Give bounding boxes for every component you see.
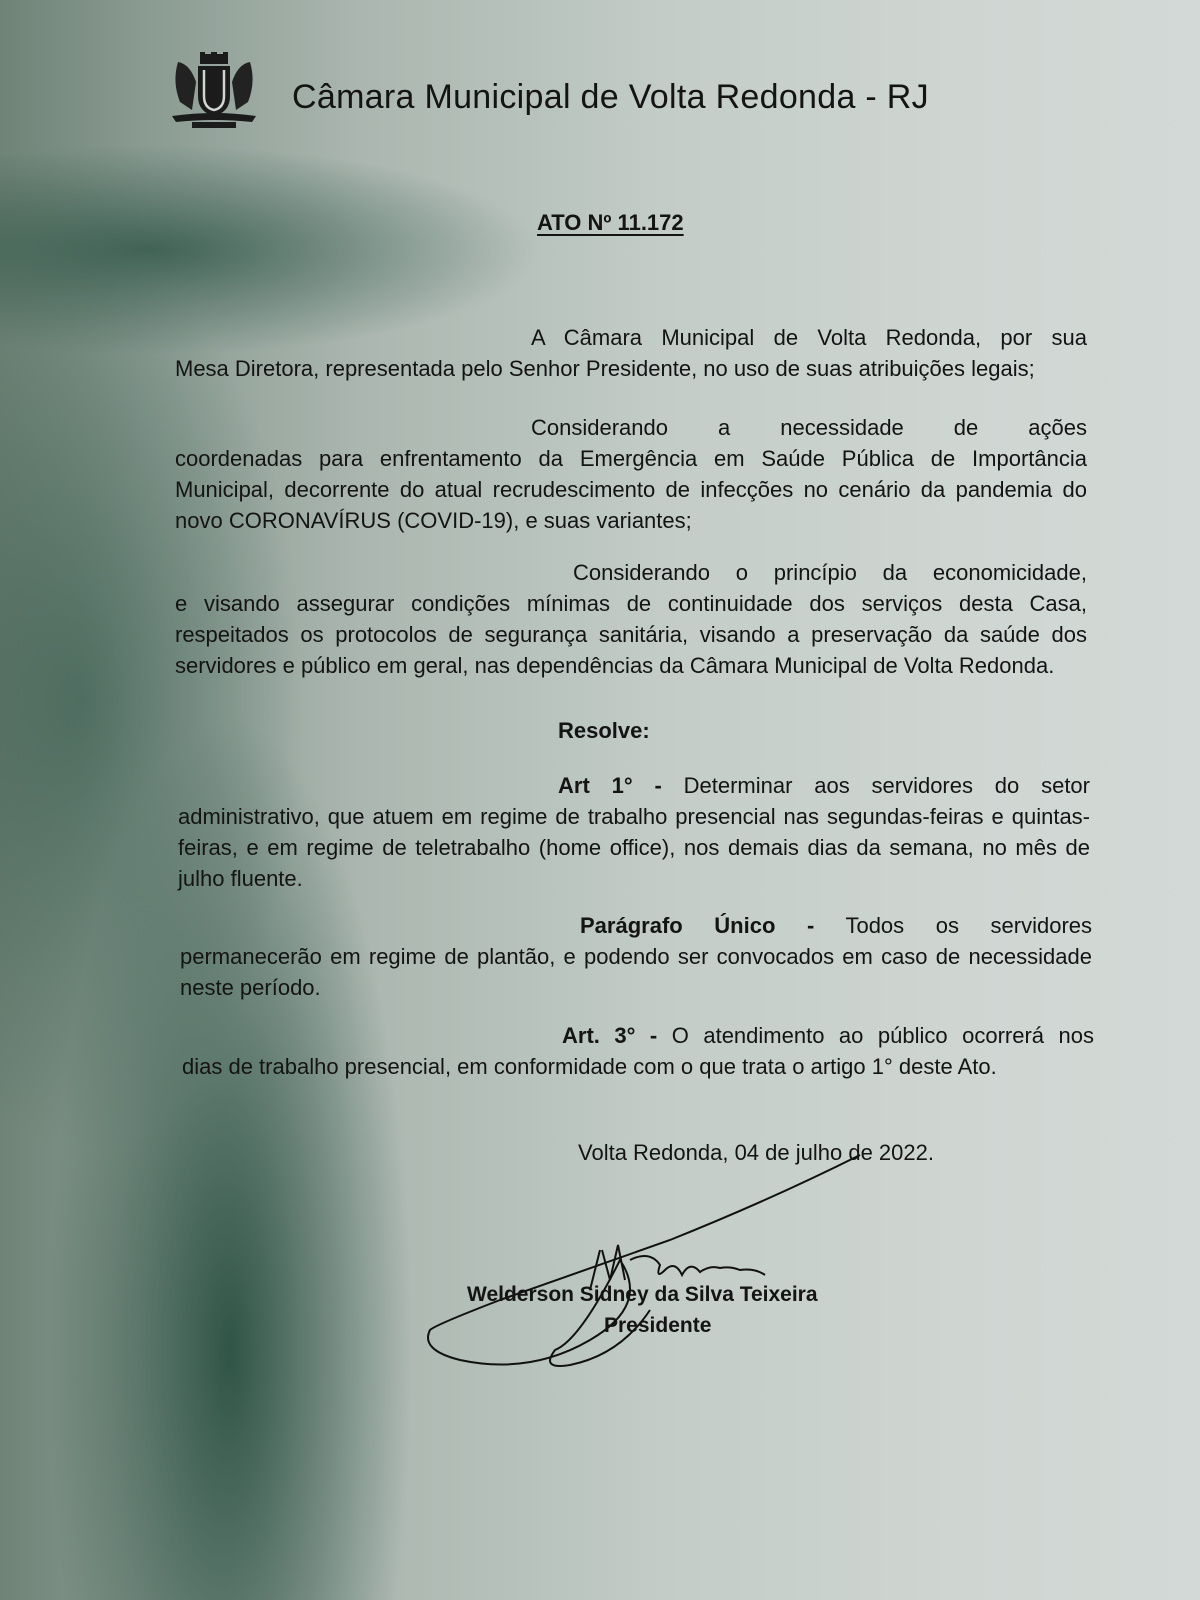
consideration-1-lead: Considerando a necessidade de ações [531, 415, 1087, 440]
article-3 [182, 1020, 1094, 1082]
consideration-2-lead: Considerando o princípio da economicidade, [573, 560, 1087, 585]
preamble-lead: A Câmara Municipal de Volta Redonda, por sua [531, 325, 1087, 350]
single-paragraph [180, 910, 1092, 1003]
signatory-name: Welderson Sidney da Silva Teixeira [467, 1283, 818, 1306]
article-1-lead: Determinar aos servidores do setor [683, 773, 1090, 798]
single-paragraph-body: permanecerão em regime de plantão, e podendo ser convocados em caso de necessidade neste período. [180, 944, 1092, 1000]
preamble-body: Mesa Diretora, representada pelo Senhor Presidente, no uso de suas atribuições legais; [175, 356, 1035, 381]
single-paragraph-label: Parágrafo Único - [580, 913, 815, 938]
article-3-lead: O atendimento ao público ocorrerá nos [671, 1023, 1094, 1048]
article-3-label: Art. 3° - [562, 1023, 658, 1048]
act-title: ATO Nº 11.172 [537, 210, 684, 235]
article-3-body: dias de trabalho presencial, em conformidade com o que trata o artigo 1° deste Ato. [182, 1054, 997, 1079]
preamble-paragraph [175, 322, 1087, 384]
article-1 [178, 770, 1090, 894]
municipal-coat-of-arms-icon [168, 52, 260, 132]
signatory-role: Presidente [604, 1314, 712, 1337]
resolve-heading: Resolve: [558, 718, 650, 743]
consideration-2-body: e visando assegurar condições mínimas de continuidade dos serviços desta Casa, respeitados os protocolos de segurança sanitária, visando a preservação da saúde dos servidores e público em geral, nas dependências da Câmara Municipal de Volta Redonda. [175, 591, 1087, 678]
consideration-2 [175, 557, 1087, 681]
article-1-label: Art 1° - [558, 773, 662, 798]
single-paragraph-lead: Todos os servidores [845, 913, 1093, 938]
article-1-body: administrativo, que atuem em regime de trabalho presencial nas segundas-feiras e quintas-feiras, e em regime de teletrabalho (home office), nos demais dias da semana, no mês de julho fluente. [178, 804, 1090, 891]
org-name: Câmara Municipal de Volta Redonda - RJ [292, 78, 929, 116]
consideration-1 [175, 412, 1087, 536]
consideration-1-body: coordenadas para enfrentamento da Emergência em Saúde Pública de Importância Municipal, decorrente do atual recrudescimento de infecções no cenário da pandemia do novo CORONAVÍRUS (COVID-19), e suas variantes; [175, 446, 1087, 533]
place-date: Volta Redonda, 04 de julho de 2022. [578, 1140, 934, 1165]
